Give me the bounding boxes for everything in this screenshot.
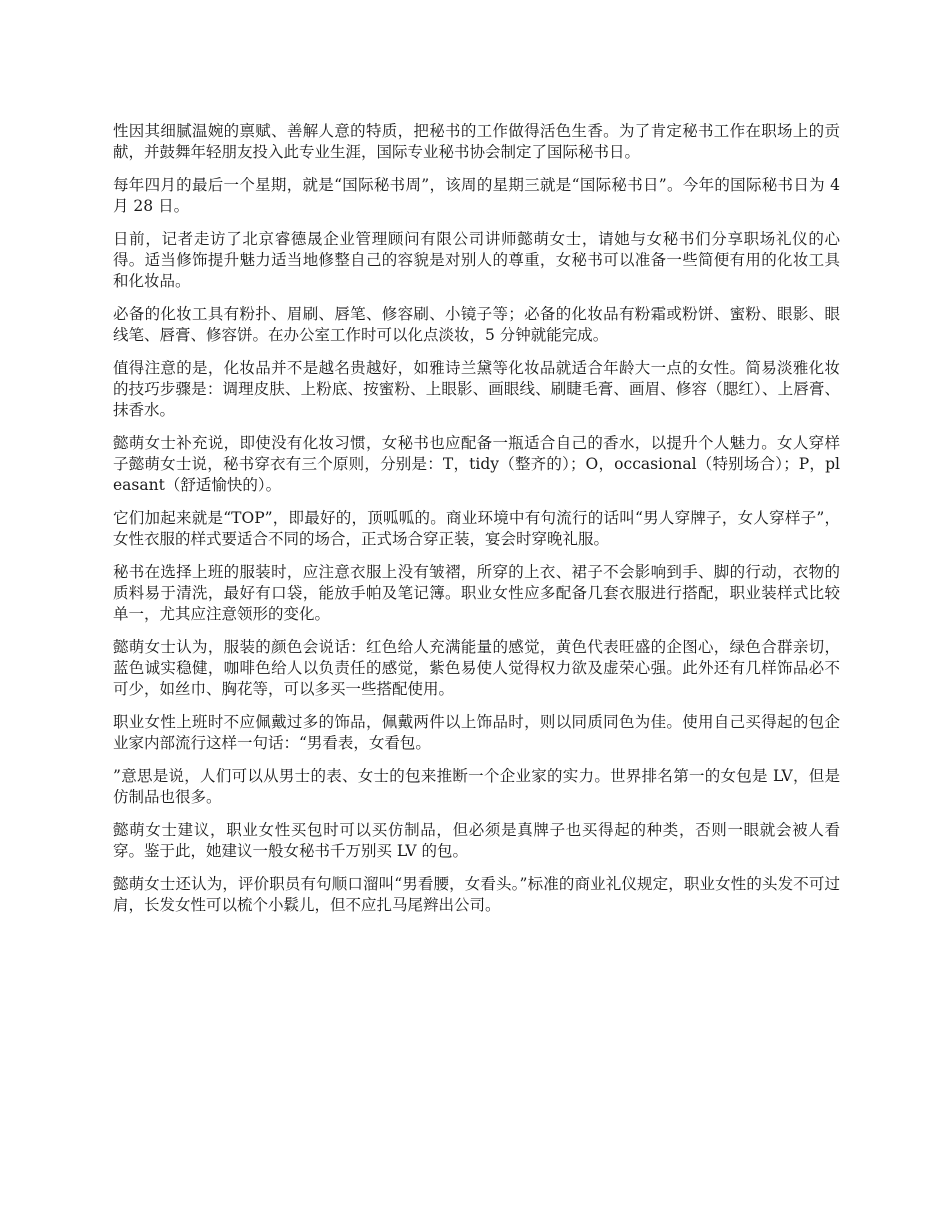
paragraph-1: 性因其细腻温婉的禀赋、善解人意的特质，把秘书的工作做得活色生香。为了肯定秘书工作在职场上的贡献，并鼓舞年轻朋友投入此专业生涯，国际专业秘书协会制定了国际秘书日。 [113,122,840,161]
paragraph-12: 懿萌女士建议，职业女性买包时可以买仿制品，但必须是真牌子也买得起的种类，否则一眼就会被人看穿。鉴于此，她建议一般女秘书千万别买 LV 的包。 [113,821,840,860]
document-body [113,121,840,928]
paragraph-3: 日前，记者走访了北京睿德晟企业管理顾问有限公司讲师懿萌女士，请她与女秘书们分享职场礼仪的心得。适当修饰提升魅力适当地修整自己的容貌是对别人的尊重，女秘书可以准备一些简便有用的化妆工具和化妆品。 [113,230,840,290]
paragraph-2: 每年四月的最后一个星期，就是“国际秘书周”，该周的星期三就是“国际秘书日”。今年的国际秘书日为 4 月 28 日。 [113,176,840,215]
paragraph-5: 值得注意的是，化妆品并不是越名贵越好，如雅诗兰黛等化妆品就适合年龄大一点的女性。简易淡雅化妆的技巧步骤是：调理皮肤、上粉底、按蜜粉、上眼影、画眼线、刷睫毛膏、画眉、修容（腮红）、上唇膏、抹香水。 [113,359,840,419]
paragraph-8: 秘书在选择上班的服装时，应注意衣服上没有皱褶，所穿的上衣、裙子不会影响到手、脚的行动，衣物的质料易于清洗，最好有口袋，能放手帕及笔记簿。职业女性应多配备几套衣服进行搭配，职业装样式比较单一，尤其应注意领形的变化。 [113,563,840,623]
paragraph-6: 懿萌女士补充说，即使没有化妆习惯，女秘书也应配备一瓶适合自己的香水，以提升个人魅力。女人穿样子懿萌女士说，秘书穿衣有三个原则，分别是：T，tidy（整齐的）；O，occasional（特别场合）；P，pleasant（舒适愉快的）。 [113,434,840,494]
paragraph-4: 必备的化妆工具有粉扑、眉刷、唇笔、修容刷、小镜子等；必备的化妆品有粉霜或粉饼、蜜粉、眼影、眼线笔、唇膏、修容饼。在办公室工作时可以化点淡妆，5 分钟就能完成。 [113,305,840,344]
paragraph-7: 它们加起来就是“TOP”，即最好的，顶呱呱的。商业环境中有句流行的话叫“男人穿牌子，女人穿样子”，女性衣服的样式要适合不同的场合，正式场合穿正装，宴会时穿晚礼服。 [113,509,840,548]
paragraph-9: 懿萌女士认为，服装的颜色会说话：红色给人充满能量的感觉，黄色代表旺盛的企图心，绿色合群亲切，蓝色诚实稳健，咖啡色给人以负责任的感觉，紫色易使人觉得权力欲及虚荣心强。此外还有几样饰品必不可少，如丝巾、胸花等，可以多买一些搭配使用。 [113,638,840,698]
paragraph-11: ”意思是说，人们可以从男士的表、女士的包来推断一个企业家的实力。世界排名第一的女包是 LV，但是仿制品也很多。 [113,767,840,806]
paragraph-13: 懿萌女士还认为，评价职员有句顺口溜叫“男看腰，女看头。”标准的商业礼仪规定，职业女性的头发不可过肩，长发女性可以梳个小鬏儿，但不应扎马尾辫出公司。 [113,875,840,914]
paragraph-10: 职业女性上班时不应佩戴过多的饰品，佩戴两件以上饰品时，则以同质同色为佳。使用自己买得起的包企业家内部流行这样一句话：“男看表，女看包。 [113,713,840,752]
